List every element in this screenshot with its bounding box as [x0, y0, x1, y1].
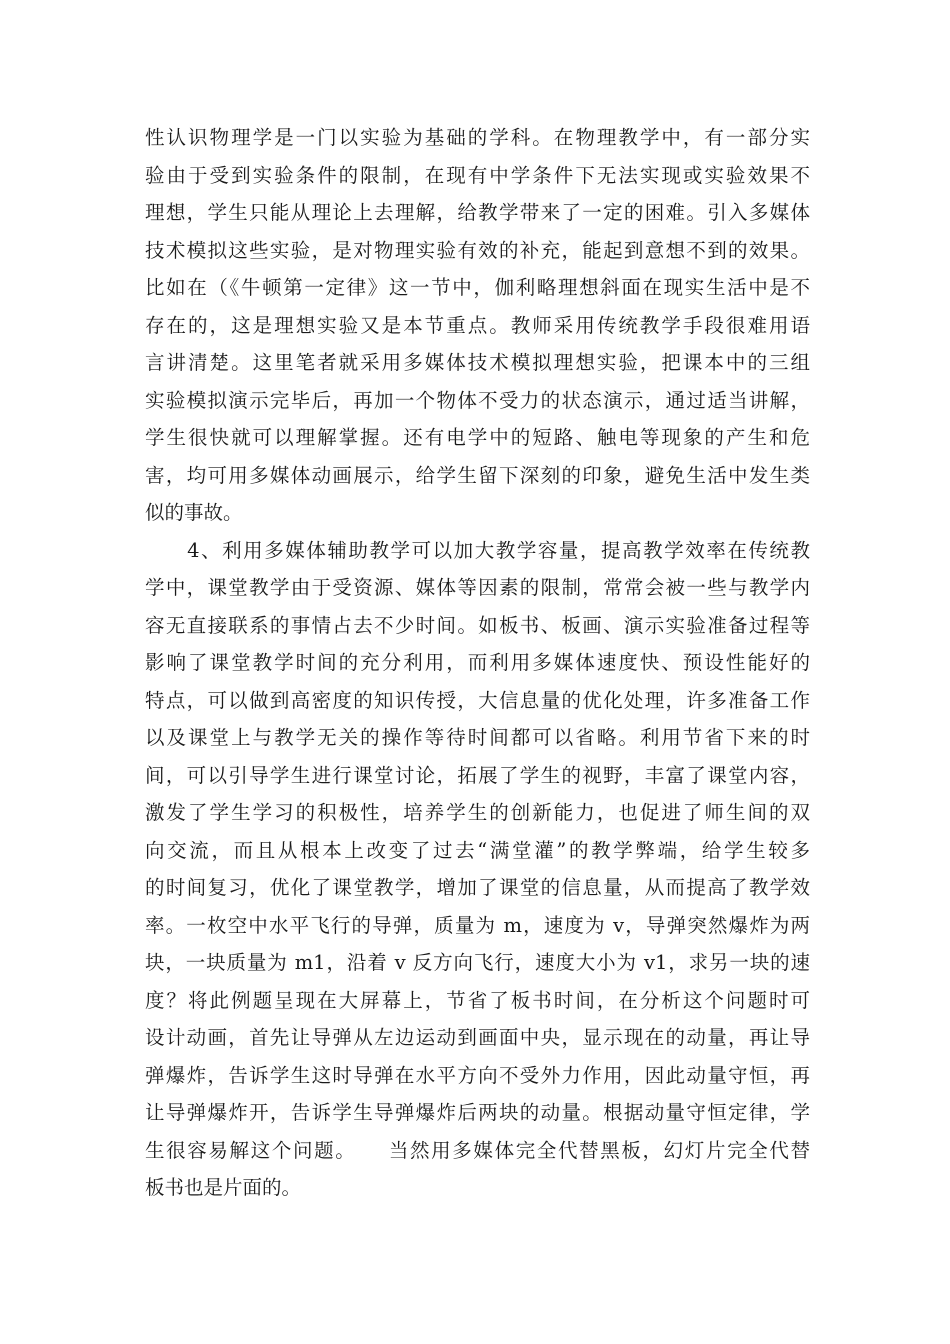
text-line: 性认识物理学是一门以实验为基础的学科。在物理教学中，有一部分实 — [145, 126, 810, 149]
text-line: 理想，学生只能从理论上去理解，给教学带来了一定的困难。引入多媒体 — [145, 201, 810, 224]
text-line: 间，可以引导学生进行课堂讨论，拓展了学生的视野，丰富了课堂内容， — [145, 763, 810, 787]
text-line: 学中，课堂教学由于受资源、媒体等因素的限制，常常会被一些与教学内 — [145, 576, 810, 599]
text-line: 块，一块质量为 m1，沿着 v 反方向飞行，速度大小为 v1，求另一块的速 — [145, 951, 810, 974]
text-line: 让导弹爆炸开，告诉学生导弹爆炸后两块的动量。根据动量守恒定律，学 — [145, 1101, 810, 1124]
text-line: 特点，可以做到高密度的知识传授，大信息量的优化处理，许多准备工作 — [145, 688, 810, 712]
text-line: 害，均可用多媒体动画展示，给学生留下深刻的印象，避免生活中发生类 — [145, 463, 810, 487]
text-line: 存在的，这是理想实验又是本节重点。教师采用传统教学手段很难用语 — [145, 313, 810, 337]
text-line: 板书也是片面的。 — [145, 1176, 302, 1199]
text-line: 激发了学生学习的积极性，培养学生的创新能力，也促进了师生间的双 — [145, 801, 810, 824]
text-line: 学生很快就可以理解掌握。还有电学中的短路、触电等现象的产生和危 — [145, 426, 810, 449]
text-line: 似的事故。 — [145, 501, 243, 524]
text-line: 的时间复习，优化了课堂教学，增加了课堂的信息量，从而提高了教学效 — [145, 876, 810, 899]
body-text — [145, 119, 810, 1207]
text-line: 以及课堂上与教学无关的操作等待时间都可以省略。利用节省下来的时 — [145, 726, 810, 749]
text-line: 比如在（《牛顿第一定律》这一节中，伽利略理想斜面在现实生活中是不 — [145, 276, 810, 299]
text-line: 技术模拟这些实验，是对物理实验有效的补充，能起到意想不到的效果。 — [145, 238, 810, 262]
text-line: 弹爆炸，告诉学生这时导弹在水平方向不受外力作用，因此动量守恒，再 — [145, 1063, 810, 1087]
text-line: 实验模拟演示完毕后，再加一个物体不受力的状态演示，通过适当讲解， — [145, 388, 810, 412]
text-line: 4、利用多媒体辅助教学可以加大教学容量，提高教学效率在传统教 — [145, 538, 810, 562]
text-line: 率。一枚空中水平飞行的导弹，质量为 m，速度为 v，导弹突然爆炸为两 — [145, 913, 810, 937]
text-line: 设计动画，首先让导弹从左边运动到画面中央，显示现在的动量，再让导 — [145, 1026, 810, 1049]
text-line: 度？将此例题呈现在大屏幕上，节省了板书时间，在分析这个问题时可 — [145, 988, 810, 1012]
text-line: 影响了课堂教学时间的充分利用，而利用多媒体速度快、预设性能好的 — [145, 651, 810, 674]
text-line: 容无直接联系的事情占去不少时间。如板书、板画、演示实验准备过程等 — [145, 613, 810, 637]
text-line: 言讲清楚。这里笔者就采用多媒体技术模拟理想实验，把课本中的三组 — [145, 351, 810, 374]
text-line: 向交流，而且从根本上改变了过去“满堂灌”的教学弊端，给学生较多 — [145, 838, 810, 862]
text-line: 生很容易解这个问题。 当然用多媒体完全代替黑板，幻灯片完全代替 — [145, 1138, 810, 1162]
text-line: 验由于受到实验条件的限制，在现有中学条件下无法实现或实验效果不 — [145, 163, 810, 187]
